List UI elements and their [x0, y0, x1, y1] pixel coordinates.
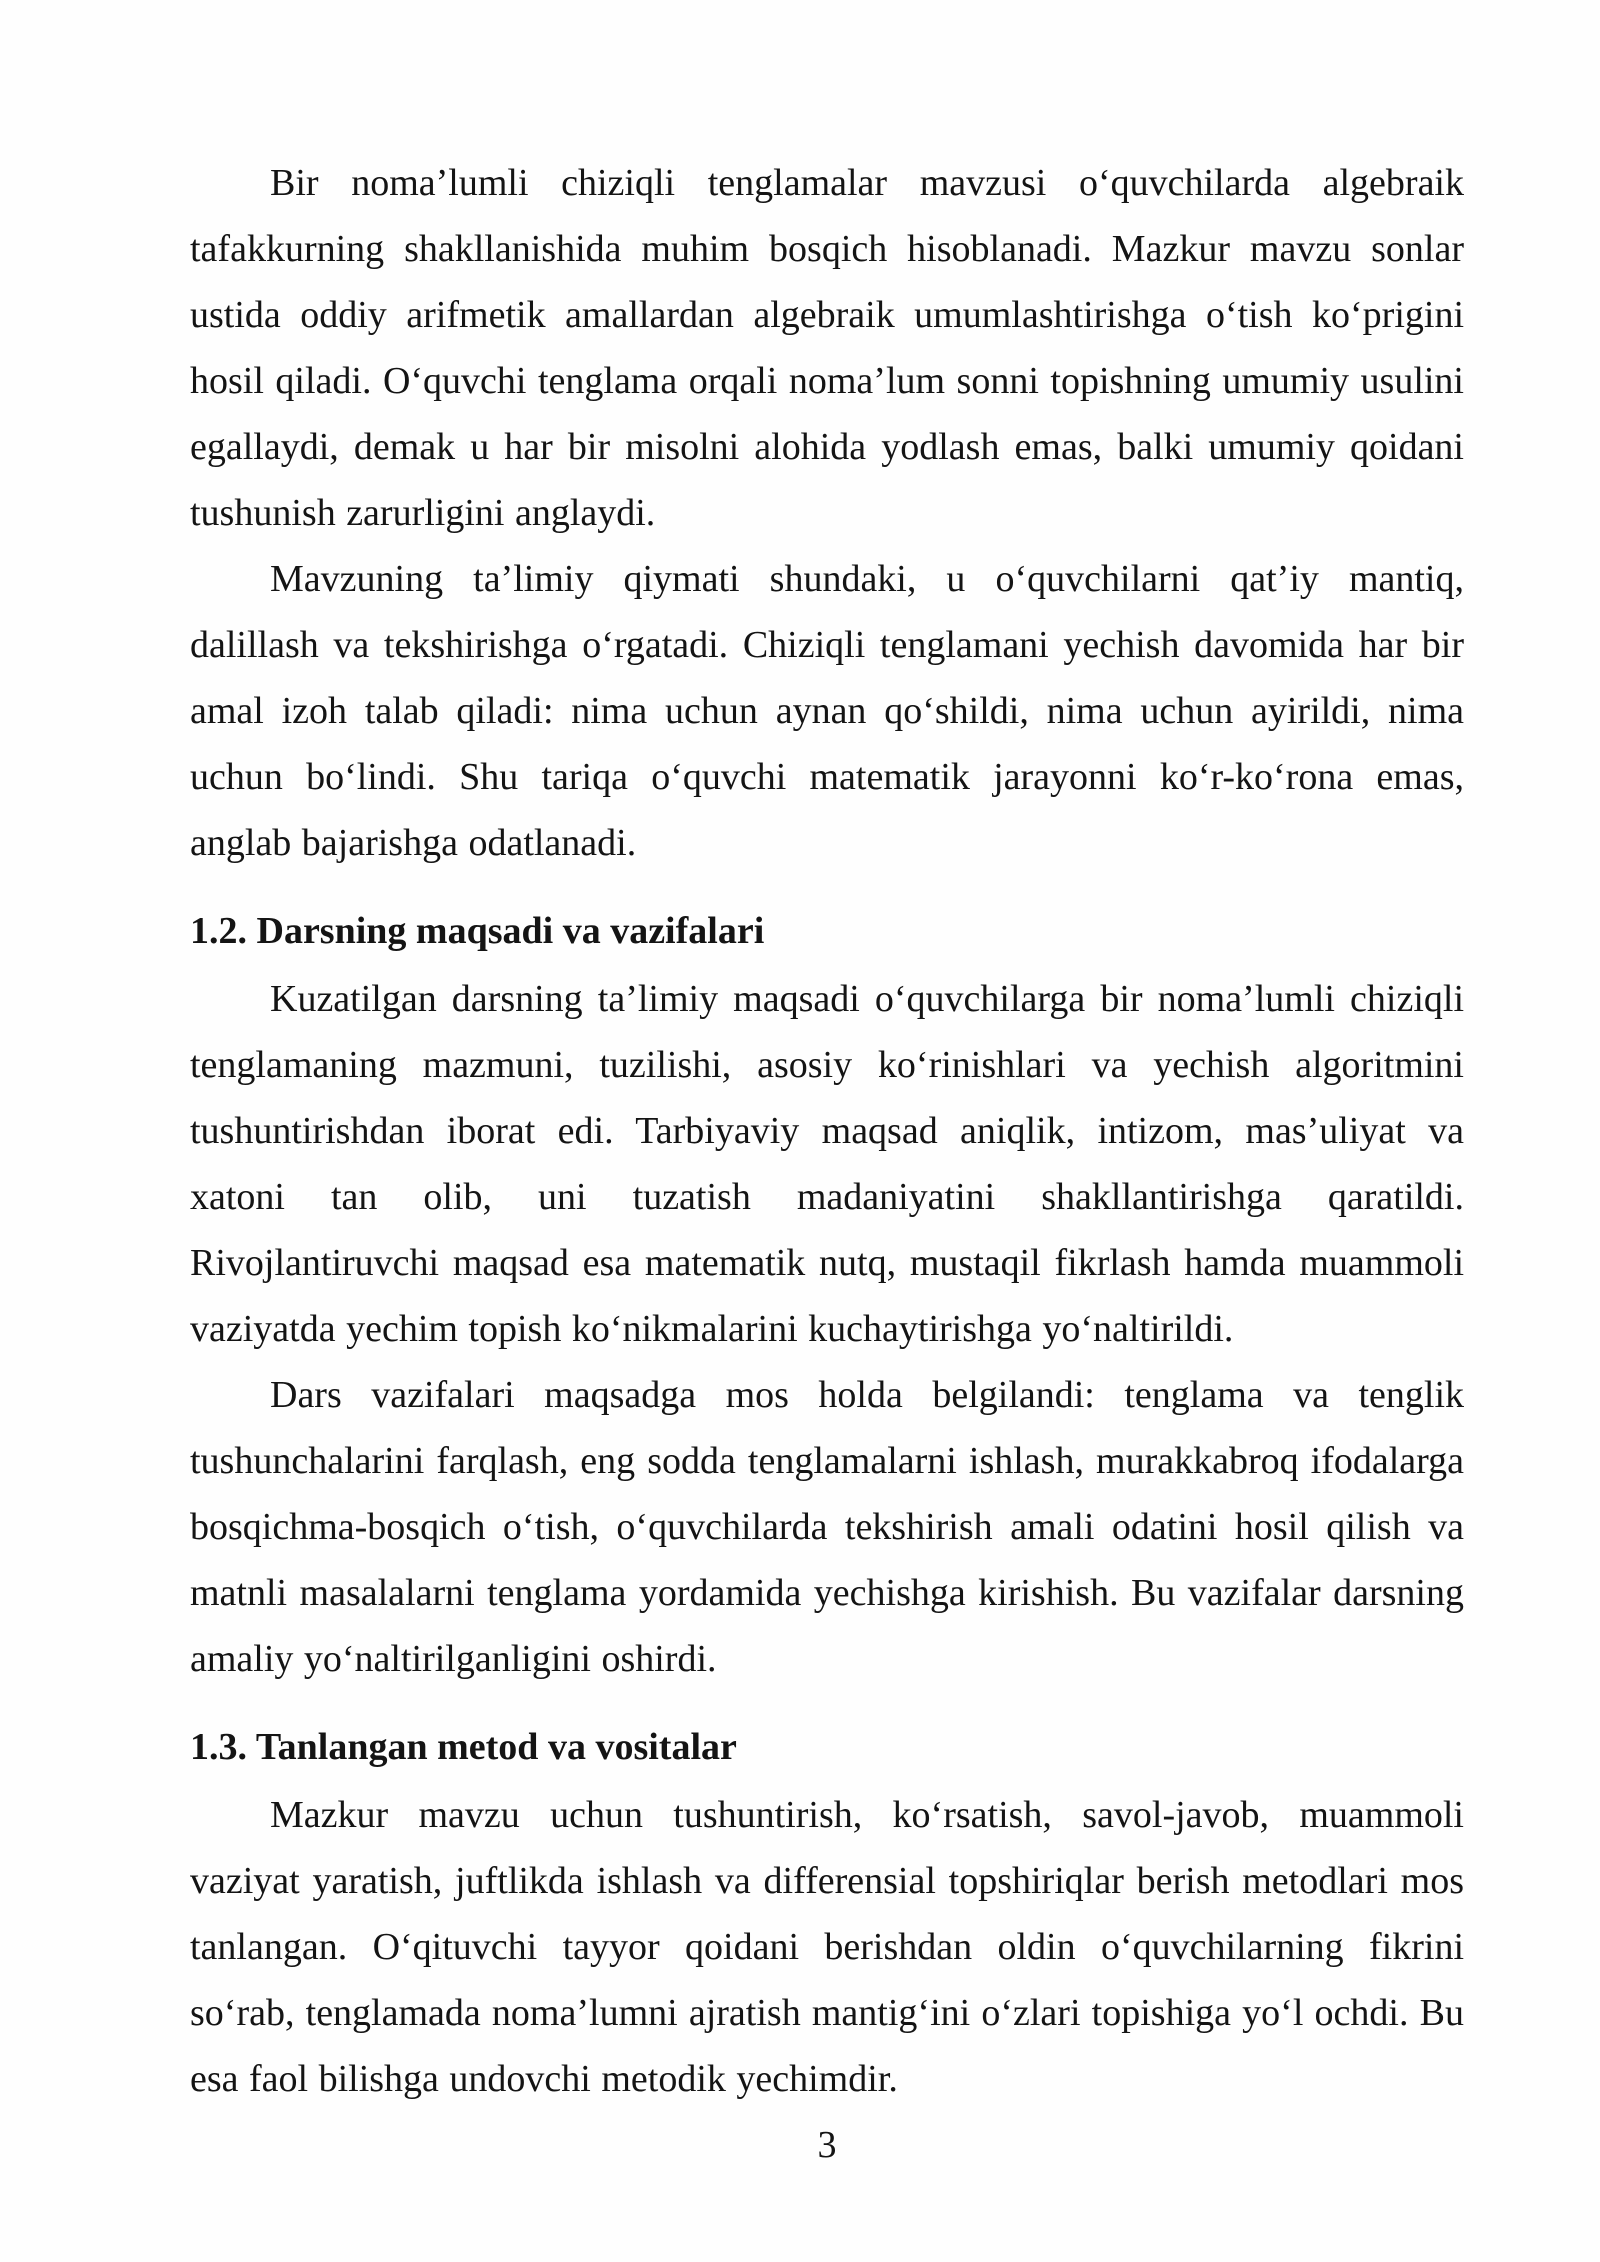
paragraph-goals-2: Dars vazifalari maqsadga mos holda belgilandi: tenglama va tenglik tushunchalarini farqlash, eng sodda tenglamalarni ishlash, murakkabroq ifodalarga bosqichma-bosqich oʻtish, oʻquvchilarda tekshirish amali odatini hosil qilish va matnli masalalarni tenglama yordamida yechishga kirishish. Bu vazifalar darsning amaliy yoʻnaltirilganligini oshirdi.	[190, 1374, 1464, 1680]
section-heading-1-3: 1.3. Tanlangan metod va vositalar	[190, 1726, 737, 1768]
page-number: 3	[817, 2124, 837, 2166]
paragraph-intro-2: Mavzuning ta’limiy qiymati shundaki, u oʻquvchilarni qat’iy mantiq, dalillash va tekshirishga oʻrgatadi. Chiziqli tenglamani yechish davomida har bir amal izoh talab qiladi: nima uchun aynan qoʻshildi, nima uchun ayirildi, nima uchun boʻlindi. Shu tariqa oʻquvchi matematik jarayonni koʻr-koʻrona emas, anglab bajarishga odatlanadi.	[190, 558, 1464, 864]
paragraph-methods: Mazkur mavzu uchun tushuntirish, koʻrsatish, savol-javob, muammoli vaziyat yaratish, juftlikda ishlash va differensial topshiriqlar berish metodlari mos tanlangan. Oʻqituvchi tayyor qoidani berishdan oldin oʻquvchilarning fikrini soʻrab, tenglamada noma’lumni ajratish mantigʻini oʻzlari topishiga yoʻl ochdi. Bu esa faol bilishga undovchi metodik yechimdir.	[190, 1794, 1464, 2100]
paragraph-intro-1: Bir noma’lumli chiziqli tenglamalar mavzusi oʻquvchilarda algebraik tafakkurning shakllanishida muhim bosqich hisoblanadi. Mazkur mavzu sonlar ustida oddiy arifmetik amallardan algebraik umumlashtirishga oʻtish koʻprigini hosil qiladi. Oʻquvchi tenglama orqali noma’lum sonni topishning umumiy usulini egallaydi, demak u har bir misolni alohida yodlash emas, balki umumiy qoidani tushunish zarurligini anglaydi.	[190, 162, 1464, 534]
section-heading-1-2: 1.2. Darsning maqsadi va vazifalari	[190, 910, 765, 952]
paragraph-goals-1: Kuzatilgan darsning ta’limiy maqsadi oʻquvchilarga bir noma’lumli chiziqli tenglamaning mazmuni, tuzilishi, asosiy koʻrinishlari va yechish algoritmini tushuntirishdan iborat edi. Tarbiyaviy maqsad aniqlik, intizom, mas’uliyat va xatoni tan olib, uni tuzatish madaniyatini shakllantirishga qaratildi. Rivojlantiruvchi maqsad esa matematik nutq, mustaqil fikrlash hamda muammoli vaziyatda yechim topish koʻnikmalarini kuchaytirishga yoʻnaltirildi.	[190, 978, 1464, 1350]
